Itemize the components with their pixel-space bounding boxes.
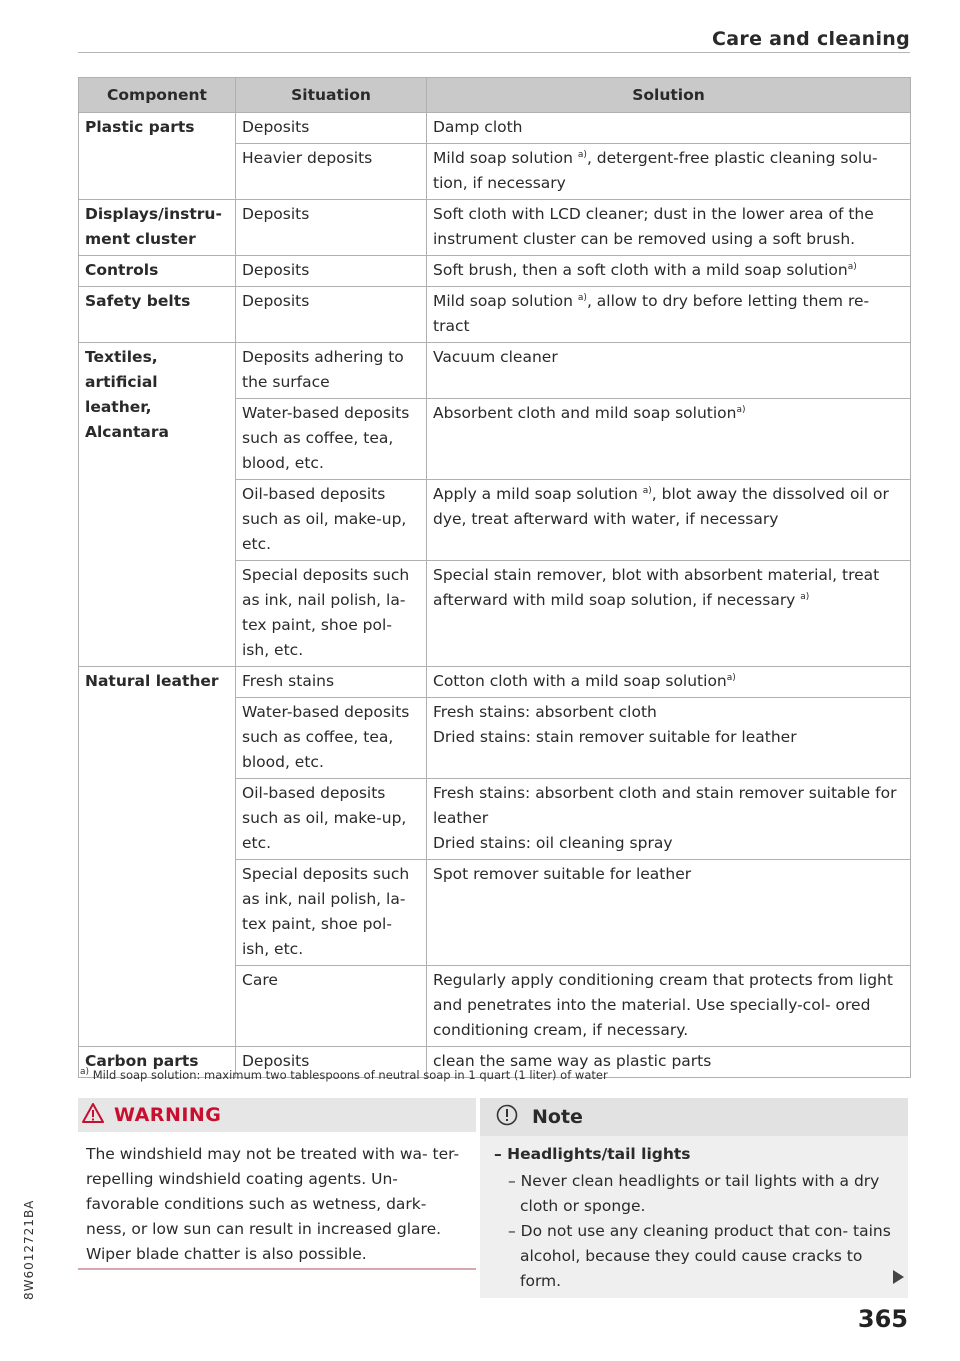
situation-cell: Heavier deposits xyxy=(236,144,427,200)
solution-text: Special stain remover, blot with absorbent material, treat afterward with mild soap solution, if necessary xyxy=(433,566,880,609)
note-heading: – Headlights/tail lights xyxy=(494,1145,691,1163)
warning-header xyxy=(78,1098,476,1132)
footnote-marker: a) xyxy=(726,672,736,683)
situation-cell: Deposits adhering to the surface xyxy=(236,343,427,399)
table-row xyxy=(79,343,911,399)
table-row xyxy=(79,667,911,698)
solution-cell: Soft cloth with LCD cleaner; dust in the lower area of the instrument cluster can be removed using a soft brush. xyxy=(427,200,911,256)
solution-text: Soft brush, then a soft cloth with a mild soap solution xyxy=(433,261,848,279)
situation-cell: Special deposits such as ink, nail polish, la- tex paint, shoe pol- ish, etc. xyxy=(236,860,427,966)
table-row xyxy=(79,113,911,144)
solution-cell xyxy=(427,779,911,860)
note-header xyxy=(480,1098,908,1136)
component-cell: Safety belts xyxy=(79,287,236,343)
info-circle-icon xyxy=(496,1104,532,1131)
column-header: Situation xyxy=(236,78,427,113)
table-header-row xyxy=(79,78,911,113)
solution-text: Mild soap solution xyxy=(433,149,573,167)
note-title: Note xyxy=(532,1106,583,1128)
footnote-marker: a) xyxy=(577,292,587,303)
note-body xyxy=(480,1136,908,1294)
situation-cell: Deposits xyxy=(236,287,427,343)
situation-cell: Oil-based deposits such as oil, make-up, etc. xyxy=(236,779,427,860)
column-header: Component xyxy=(79,78,236,113)
component-cell: Natural leather xyxy=(79,667,236,1047)
situation-cell: Deposits xyxy=(236,113,427,144)
component-cell: Carbon parts xyxy=(79,1047,236,1078)
situation-cell: Fresh stains xyxy=(236,667,427,698)
solution-cell xyxy=(427,667,911,698)
situation-cell: Deposits xyxy=(236,256,427,287)
footnote xyxy=(80,1068,608,1082)
solution-cell xyxy=(427,287,911,343)
solution-cell xyxy=(427,256,911,287)
solution-cell: Damp cloth xyxy=(427,113,911,144)
care-table xyxy=(78,77,911,1078)
solution-line: Dried stains: stain remover suitable for leather xyxy=(433,728,797,746)
footnote-marker: a) xyxy=(847,261,857,272)
warning-box xyxy=(78,1098,476,1270)
warning-text: The windshield may not be treated with wa- ter-repelling windshield coating agents. Un- favorable conditions such as wetness, dark- ness, or low sun can result in increased glare. Wiper blade chatter is also possible. xyxy=(86,1145,460,1263)
continue-arrow-icon xyxy=(893,1270,904,1284)
solution-cell: Vacuum cleaner xyxy=(427,343,911,399)
component-cell: Controls xyxy=(79,256,236,287)
situation-cell: Deposits xyxy=(236,1047,427,1078)
solution-text: Apply a mild soap solution xyxy=(433,485,638,503)
solution-text: Cotton cloth with a mild soap solution xyxy=(433,672,727,690)
footnote-text: Mild soap solution: maximum two tablespoons of neutral soap in 1 quart (1 liter) of water xyxy=(92,1068,608,1082)
situation-cell: Water-based deposits such as coffee, tea, blood, etc. xyxy=(236,399,427,480)
column-header: Solution xyxy=(427,78,911,113)
footnote-marker: a) xyxy=(80,1067,90,1078)
footnote-marker: a) xyxy=(642,485,652,496)
solution-cell xyxy=(427,399,911,480)
solution-cell xyxy=(427,144,911,200)
solution-cell xyxy=(427,698,911,779)
solution-cell xyxy=(427,561,911,667)
page-number: 365 xyxy=(857,1305,908,1333)
warning-triangle-icon xyxy=(82,1103,114,1128)
note-box xyxy=(480,1098,908,1298)
solution-cell: Regularly apply conditioning cream that protects from light and penetrates into the material. Use specially-col- ored conditioning cream, if necessary. xyxy=(427,966,911,1047)
footnote-marker: a) xyxy=(800,591,810,602)
table-row xyxy=(79,256,911,287)
situation-cell: Water-based deposits such as coffee, tea, blood, etc. xyxy=(236,698,427,779)
solution-text-cont: , detergent-free plastic cleaning solu- tion, if necessary xyxy=(433,149,878,192)
solution-cell: Spot remover suitable for leather xyxy=(427,860,911,966)
footnote-marker: a) xyxy=(577,149,587,160)
solution-cell: clean the same way as plastic parts xyxy=(427,1047,911,1078)
solution-line: Fresh stains: absorbent cloth and stain remover suitable for leather xyxy=(433,784,897,827)
warning-title: WARNING xyxy=(114,1104,222,1126)
table-row xyxy=(79,287,911,343)
component-cell: Plastic parts xyxy=(79,113,236,200)
situation-cell: Oil-based deposits such as oil, make-up, etc. xyxy=(236,480,427,561)
list-item: – Never clean headlights or tail lights with a dry cloth or sponge. xyxy=(508,1172,880,1215)
solution-cell xyxy=(427,480,911,561)
solution-text: Absorbent cloth and mild soap solution xyxy=(433,404,737,422)
situation-cell: Deposits xyxy=(236,200,427,256)
component-cell: Displays/instru- ment cluster xyxy=(79,200,236,256)
situation-cell: Care xyxy=(236,966,427,1047)
footnote-marker: a) xyxy=(736,404,746,415)
solution-line: Fresh stains: absorbent cloth xyxy=(433,703,657,721)
solution-text: Mild soap solution xyxy=(433,292,573,310)
list-item: – Do not use any cleaning product that con- tains alcohol, because they could cause cracks to form. xyxy=(508,1222,891,1290)
solution-line: Dried stains: oil cleaning spray xyxy=(433,834,673,852)
table-row xyxy=(79,200,911,256)
component-cell: Textiles, artificial leather, Alcantara xyxy=(79,343,236,667)
solution-text-cont: , blot away the dissolved oil or dye, treat afterward with water, if necessary xyxy=(433,485,889,528)
situation-cell: Special deposits such as ink, nail polish, la- tex paint, shoe pol- ish, etc. xyxy=(236,561,427,667)
document-code: 8W6012721BA xyxy=(22,1199,36,1300)
section-title: Care and cleaning xyxy=(712,28,910,50)
solution-text-cont: , allow to dry before letting them re- tract xyxy=(433,292,870,335)
header-divider xyxy=(78,52,910,53)
